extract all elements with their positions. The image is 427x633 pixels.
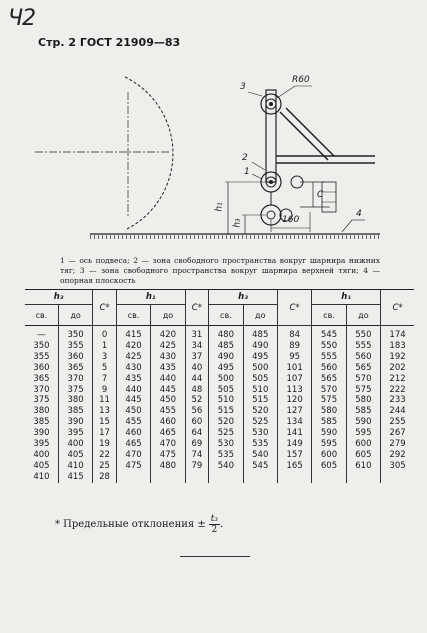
table-cell: 600 [312, 450, 346, 461]
table-cell: 385 [33, 417, 50, 428]
table-row [25, 374, 414, 385]
group-header-4: h₁ [312, 290, 381, 305]
table-cell: 595 [346, 428, 380, 439]
table-cell: 530 [209, 439, 243, 450]
table-cell: 490 [209, 352, 243, 363]
table-cell: 540 [209, 461, 243, 472]
table-cell: 107 [277, 374, 311, 385]
tolerance-fraction [209, 514, 220, 535]
table-cell: 233 [381, 395, 414, 406]
table-cell: 435 [116, 374, 150, 385]
label-160: 160 [282, 215, 300, 225]
table-cell: 515 [209, 406, 243, 417]
label-c: C [317, 190, 324, 200]
table-cell: 28 [93, 472, 117, 483]
table-cell: 430 [116, 363, 150, 374]
table-cell: 610 [346, 461, 380, 472]
table-cell: 222 [381, 385, 414, 396]
table-cell: 279 [381, 439, 414, 450]
table-row [25, 352, 414, 363]
table-row [25, 326, 414, 341]
table-cell: 255 [381, 417, 414, 428]
label-h1: h₁ [214, 202, 225, 212]
sub-header-to: до [346, 305, 380, 326]
table-row [25, 341, 414, 352]
table-cell: 420 [116, 341, 150, 352]
table-cell: 460 [151, 417, 185, 428]
table-cell: 37 [185, 352, 209, 363]
group-header-3: h₃ [209, 290, 278, 305]
table-cell: 149 [277, 439, 311, 450]
c-header-4: C* [381, 290, 414, 326]
c-header-2: C* [185, 290, 209, 326]
table-cell: 350 [33, 340, 50, 351]
table-cell: 34 [185, 341, 209, 352]
table-cell: 500 [209, 374, 243, 385]
table-cell: 7 [93, 374, 117, 385]
table-cell: 585 [312, 417, 346, 428]
table-cell: 141 [277, 428, 311, 439]
table-cell: 605 [312, 461, 346, 472]
table-cell: 570 [312, 385, 346, 396]
table-cell: 19 [93, 439, 117, 450]
table-cell: 101 [277, 363, 311, 374]
wheel-outline [125, 77, 173, 230]
table-cell: 380 [58, 395, 92, 406]
table-cell: 425 [116, 352, 150, 363]
table-cell: 435 [151, 363, 185, 374]
table-cell: 590 [312, 428, 346, 439]
table-cell: 565 [312, 374, 346, 385]
c-header-3: C* [277, 290, 311, 326]
sub-header-from: св. [25, 305, 58, 326]
table-cell: 430 [151, 352, 185, 363]
table-cell: 565 [346, 363, 380, 374]
table-cell: 3 [93, 352, 117, 363]
table-cell: 590 [346, 417, 380, 428]
table-cell: 400 [58, 439, 92, 450]
table-cell: 360 [58, 352, 92, 363]
table-cell: 595 [312, 439, 346, 450]
label-r60: R60 [292, 75, 310, 85]
table-cell: 25 [93, 461, 117, 472]
table-cell: 480 [151, 461, 185, 472]
table-cell: 580 [346, 395, 380, 406]
table-cell: 52 [185, 395, 209, 406]
table-cell: 465 [151, 428, 185, 439]
table-cell: 60 [185, 417, 209, 428]
page-header: Стр. 2 ГОСТ 21909—83 [38, 36, 181, 49]
table-row [25, 428, 414, 439]
table-cell: 31 [185, 326, 209, 341]
table-cell: 495 [243, 352, 277, 363]
table-cell: 375 [33, 395, 50, 406]
table-cell: 540 [243, 450, 277, 461]
table-cell: 13 [93, 406, 117, 417]
table-cell: 495 [209, 363, 243, 374]
table-cell: 40 [185, 363, 209, 374]
table-cell: 475 [151, 450, 185, 461]
table-cell: 505 [209, 385, 243, 396]
sub-header-to: до [243, 305, 277, 326]
table-cell: 212 [381, 374, 414, 385]
label-3: 3 [240, 82, 246, 92]
table-cell: 74 [185, 450, 209, 461]
table-cell: 157 [277, 450, 311, 461]
table-cell: 5 [93, 363, 117, 374]
table-cell: 405 [33, 460, 50, 471]
table-row [25, 385, 414, 396]
table-cell: 445 [151, 385, 185, 396]
table-cell: 460 [116, 428, 150, 439]
table-cell: 450 [151, 395, 185, 406]
table-cell: 244 [381, 406, 414, 417]
table-cell [277, 472, 311, 483]
table-row [25, 450, 414, 461]
table-cell: 535 [209, 450, 243, 461]
table-row [25, 406, 414, 417]
table-cell: 470 [116, 450, 150, 461]
table-cell: 415 [116, 326, 150, 341]
table-cell: 455 [151, 406, 185, 417]
table-cell: 480 [209, 326, 243, 341]
drawing-svg [30, 52, 405, 252]
table-cell: 600 [346, 439, 380, 450]
table-cell: 202 [381, 363, 414, 374]
table-cell: 455 [116, 417, 150, 428]
table-cell: 370 [58, 374, 92, 385]
table-cell: 355 [33, 351, 50, 362]
table-cell: 535 [243, 439, 277, 450]
table-cell: 79 [185, 461, 209, 472]
sub-header-to: до [58, 305, 92, 326]
table-cell: 445 [116, 395, 150, 406]
table-cell: 267 [381, 428, 414, 439]
table-cell: 95 [277, 352, 311, 363]
table-row [25, 472, 414, 483]
table-cell: 505 [243, 374, 277, 385]
dimensions-table [25, 289, 414, 483]
handwritten-page-mark: Ч2 [8, 6, 36, 31]
table-cell: 89 [277, 341, 311, 352]
table-cell: 475 [116, 461, 150, 472]
group-header-1: h₃ [25, 290, 93, 305]
table-cell: 22 [93, 450, 117, 461]
table-cell: 550 [346, 326, 380, 341]
table-cell: 370 [33, 384, 50, 395]
table-cell: 465 [116, 439, 150, 450]
table-cell: 405 [58, 450, 92, 461]
table-cell: 560 [312, 363, 346, 374]
table-cell: 490 [243, 341, 277, 352]
table-cell: 520 [243, 406, 277, 417]
fraction-denominator: 2 [211, 525, 218, 535]
fraction-numerator: t₃ [210, 514, 219, 524]
table-cell: 570 [346, 374, 380, 385]
table-cell: 390 [33, 428, 50, 439]
table-cell: 545 [312, 326, 346, 341]
table-cell: 134 [277, 417, 311, 428]
table-cell: 360 [33, 362, 50, 373]
table-cell: 485 [243, 326, 277, 341]
table-cell: 580 [312, 406, 346, 417]
table-cell: 9 [93, 385, 117, 396]
technical-drawing [30, 52, 405, 252]
table-cell: 440 [151, 374, 185, 385]
table-cell: 485 [209, 341, 243, 352]
table-cell: — [37, 330, 46, 340]
table-cell: 48 [185, 385, 209, 396]
table-cell: 425 [151, 341, 185, 352]
table-cell: 120 [277, 395, 311, 406]
table-cell: 15 [93, 417, 117, 428]
table-cell: 585 [346, 406, 380, 417]
figure-legend: 1 — ось подвеса; 2 — зона свободного пространства вокруг шарнира нижних тяг; 3 — зона свободного пространства вокруг шарнира верхней тяги; 4 — опорная плоскость [60, 256, 380, 285]
table-cell: 11 [93, 395, 117, 406]
table-cell [346, 472, 380, 483]
table-cell: 84 [277, 326, 311, 341]
table-cell: 400 [33, 449, 50, 460]
group-header-2: h₁ [116, 290, 185, 305]
table-cell: 56 [185, 406, 209, 417]
sub-header-from: св. [312, 305, 346, 326]
table-cell: 375 [58, 385, 92, 396]
sub-header-from: св. [209, 305, 243, 326]
label-2: 2 [242, 153, 248, 163]
table-cell: 510 [209, 395, 243, 406]
table-cell: 605 [346, 450, 380, 461]
table-cell: 545 [243, 461, 277, 472]
c-header-1: C* [93, 290, 117, 326]
table-cell [151, 472, 185, 483]
table-cell: 395 [58, 428, 92, 439]
table-cell: 0 [93, 326, 117, 341]
table-cell [116, 472, 150, 483]
sub-header-to: до [151, 305, 185, 326]
table-cell [209, 472, 243, 483]
table-cell: 410 [33, 471, 50, 482]
table-cell: 355 [58, 341, 92, 352]
table-cell: 350 [58, 326, 92, 341]
table-cell [312, 472, 346, 483]
table-cell: 525 [243, 417, 277, 428]
table-body [25, 326, 414, 483]
footnote: * Предельные отклонения ± $\frac{\text{t₃}}{2}$ . [55, 514, 224, 535]
table-cell: 192 [381, 352, 414, 363]
table-cell: 550 [312, 341, 346, 352]
table-row [25, 363, 414, 374]
label-4: 4 [356, 209, 362, 219]
table-cell: 390 [58, 417, 92, 428]
table-cell [185, 472, 209, 483]
table-cell: 1 [93, 341, 117, 352]
table-cell: 575 [346, 385, 380, 396]
table-cell: 470 [151, 439, 185, 450]
table-cell [381, 472, 414, 483]
table-row [25, 439, 414, 450]
table-cell: 530 [243, 428, 277, 439]
table-cell: 415 [58, 472, 92, 483]
table-cell: 292 [381, 450, 414, 461]
table-cell: 113 [277, 385, 311, 396]
table-cell: 560 [346, 352, 380, 363]
table-row [25, 417, 414, 428]
table-cell: 44 [185, 374, 209, 385]
table-row [25, 461, 414, 472]
table-cell [243, 472, 277, 483]
table-row [25, 395, 414, 406]
table-cell: 510 [243, 385, 277, 396]
table-cell: 575 [312, 395, 346, 406]
table-cell: 555 [346, 341, 380, 352]
table-cell: 174 [381, 326, 414, 341]
table-cell: 17 [93, 428, 117, 439]
table-cell: 500 [243, 363, 277, 374]
table-cell: 365 [58, 363, 92, 374]
end-rule [180, 556, 250, 557]
table-cell: 365 [33, 373, 50, 384]
footnote-text: * Предельные отклонения ± [55, 519, 206, 530]
table-cell: 450 [116, 406, 150, 417]
label-1: 1 [244, 167, 250, 177]
table-cell: 305 [381, 461, 414, 472]
table-cell: 395 [33, 439, 50, 450]
table-cell: 165 [277, 461, 311, 472]
sub-header-from: св. [116, 305, 150, 326]
table-cell: 380 [33, 406, 50, 417]
label-h3: h₃ [232, 218, 243, 228]
table-cell: 183 [381, 341, 414, 352]
table-cell: 515 [243, 395, 277, 406]
table-cell: 420 [151, 326, 185, 341]
table-cell: 64 [185, 428, 209, 439]
table-cell: 410 [58, 461, 92, 472]
table-cell: 385 [58, 406, 92, 417]
table-cell: 555 [312, 352, 346, 363]
table-cell: 440 [116, 385, 150, 396]
table-cell: 525 [209, 428, 243, 439]
table-cell: 520 [209, 417, 243, 428]
table-cell: 69 [185, 439, 209, 450]
table-cell: 127 [277, 406, 311, 417]
